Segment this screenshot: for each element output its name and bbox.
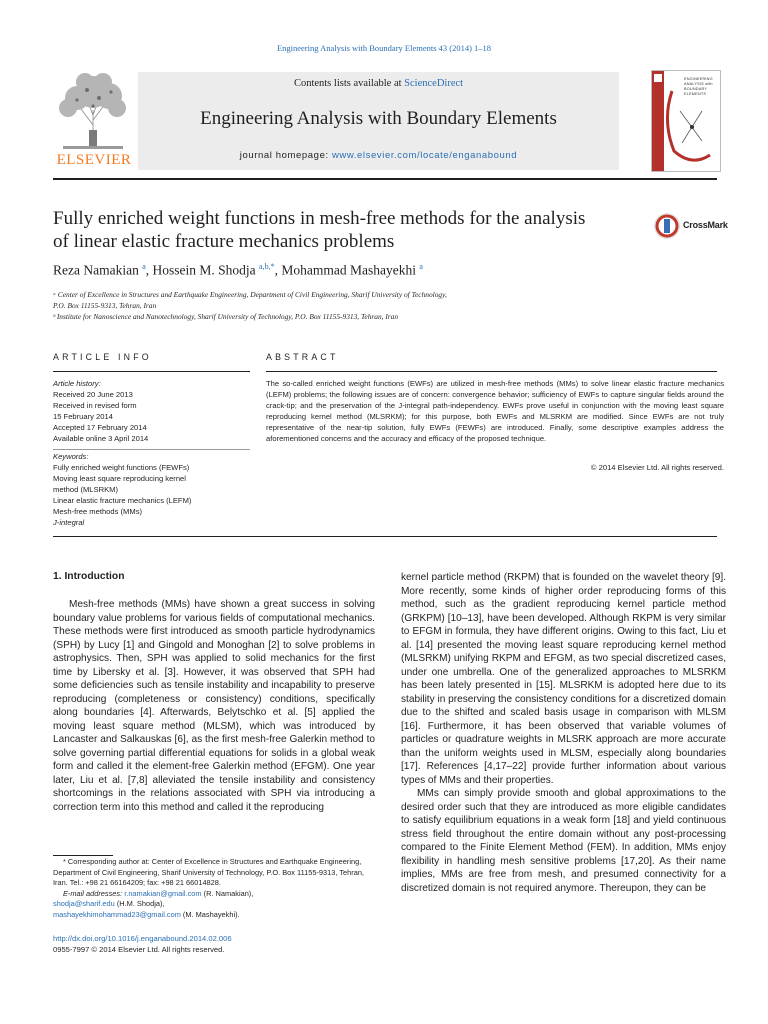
keywords xyxy=(53,451,253,528)
affiliation-b: ᵇ Institute for Nanoscience and Nanotechnology, Sharif University of Technology, P.O. Box 11155-9313, Tehran, Iran xyxy=(53,312,399,321)
doi-block xyxy=(53,933,375,955)
elsevier-wordmark: ELSEVIER xyxy=(56,152,132,168)
author-affil-marker[interactable]: a xyxy=(419,262,423,271)
abstract-copyright: © 2014 Elsevier Ltd. All rights reserved. xyxy=(590,463,724,472)
abstract-heading: ABSTRACT xyxy=(266,352,339,362)
paper-title-line-2: of linear elastic fracture mechanics problems xyxy=(53,231,395,252)
running-head[interactable]: Engineering Analysis with Boundary Elements 43 (2014) 1–18 xyxy=(276,43,492,53)
keyword: Mesh-free methods (MMs) xyxy=(53,507,143,516)
author-affil-marker[interactable]: a xyxy=(142,262,146,271)
cover-title: ENGINEERING ANALYSIS with BOUNDARY ELEMENTS xyxy=(684,77,713,96)
body-paragraph: kernel particle method (RKPM) that is founded on the wavelet theory [9]. More recently, some kinds of higher order reproducing forms of this method, such as the gradient reproducing kernel particle method (GRKPM) [10–13], have been developed. Although RKPM is very similar to EFGM in formula, they have different origins. Owing to this fact, Liu et al. [14] presented the moving least square reproducing kernel method (MLSRKM) unifying RKPM and EFGM, as two special discretized cases, under one umbrella. One of the generalized approaches to MLSRKM has been lately presented in [15]. MLSRKM is adopted here due to its stability in preserving the consistency conditions for a discretized domain due to the shifted and scaled basis usage in comparison with MLSM [16]. Furthermore, it has been observed that variable volumes of particles or quadrature weights in MLSRK approach are more accurate than the uniform weights used in MLSM, especially along boundaries [17]. References [4,17–22] provide further information about various types of MMs and their properties. xyxy=(401,572,726,786)
history-line: Available online 3 April 2014 xyxy=(53,434,149,443)
email-link[interactable]: mashayekhimohammad23@gmail.com xyxy=(53,909,181,919)
email-link[interactable]: r.namakian@gmail.com xyxy=(124,888,202,898)
doi-link[interactable]: http://dx.doi.org/10.1016/j.enganabound.2014.02.006 xyxy=(53,934,232,943)
email-owner: (H.M. Shodja), xyxy=(116,899,165,909)
keywords-label: Keywords: xyxy=(53,452,89,461)
paper-title-line-1: Fully enriched weight functions in mesh-free methods for the analysis xyxy=(53,208,586,229)
body-column-left xyxy=(53,598,375,814)
journal-homepage xyxy=(138,150,619,161)
article-info-rule xyxy=(53,371,250,372)
keyword: method (MLSRKM) xyxy=(53,485,118,494)
abstract-body: The so-called enriched weight functions (EWFs) are utilized in mesh-free methods (MMs) to solve linear elastic fracture mechanics (LEFM) problems; the following issues are of concern: convergence behavior; sufficiency of EWFs to capture singular fields around the crack-tip; and the preservation of the J-integral path-independency. EWFs prove useful in conjunction with the moving least square reproducing kernel method (MLSRKM); for this purpose, both EWFs and MLSRKM are modified. Since EWFs are not truly representative of the near-tip solution, fully EWFs (FEWFs) are introduced. Finally, some descriptive examples address the aforementioned concerns and the accuracy and efficacy of the proposed technique. xyxy=(266,379,724,443)
crossmark-label: CrossMark xyxy=(683,220,728,230)
corresponding-author-text: * Corresponding author at: Center of Excellence in Structures and Earthquake Engineering, Department of Civil Engineering, Sharif University of Technology, P.O. Box 11155-9313, Tehran, Iran. Tel.: +98 21 66164209; fax: +98 21 66014828. xyxy=(53,857,364,888)
body-paragraph: Mesh-free methods (MMs) have shown a great success in solving boundary value problems for various fields of computational mechanics. These methods were first introduced as smooth particle hydrodynamics (SPH) by Lucy [1] and Gingold and Monoghan [2] to solve problems in astrophysics. Then, SPH was applied to solid mechanics for the first time by Libersky et al. [3]. However, it was observed that SPH had some deficiencies such as tensile instability and incapability to preserve reproducing (completeness or consistency) conditions, specifically along boundaries [4]. Afterwards, Belytschko et al. [5] applied the moving least square method (MLSM), which was introduced by Lancaster and Salkauskas [6], as the first mesh-free Galerkin method to solve governing partial differential equations for solids in a global weak form and called it the element-free Galerkin method (EFGM). One year later, Liu et al. [7,8] alleviated the tensile instability and consistency shortcomings in the relations associated with SPH via introducing a correction term into this method and called it the reproducing xyxy=(53,599,375,813)
history-line: 15 February 2014 xyxy=(53,412,113,421)
journal-title: Engineering Analysis with Boundary Elements xyxy=(200,108,557,129)
author-name: Reza Namakian xyxy=(53,262,139,278)
section-heading-introduction: 1. Introduction xyxy=(53,571,125,582)
issn-copyright: 0955-7997 © 2014 Elsevier Ltd. All rights reserved. xyxy=(53,945,225,954)
author-name: Mohammad Mashayekhi xyxy=(281,262,416,278)
article-history xyxy=(53,378,253,444)
corresponding-author-footnote xyxy=(53,857,375,921)
crossmark-badge[interactable] xyxy=(653,211,733,241)
keyword: J-integral xyxy=(53,518,85,527)
author-name: Hossein M. Shodja xyxy=(152,262,256,278)
history-line: Accepted 17 February 2014 xyxy=(53,423,147,432)
journal-masthead xyxy=(53,70,717,172)
history-line: Received in revised form xyxy=(53,401,137,410)
paper-title xyxy=(53,207,633,253)
front-matter-bottom-rule xyxy=(53,536,717,537)
crossmark-icon xyxy=(653,211,681,241)
article-info-heading: ARTICLE INFO xyxy=(53,352,152,362)
email-line xyxy=(53,889,375,900)
author-list: Reza Namakian $^a$, Hossein M. Shodja $^{a,b,*}$, Mohammad Mashayekhi $^a$ xyxy=(53,262,423,278)
sciencedirect-link[interactable]: ScienceDirect xyxy=(404,78,464,89)
body-paragraph: MMs can simply provide smooth and global approximations to the desired order such that they are introduced as more eligible candidates to satisfy equilibrium equations in a weak form [18] and yield continuous stress field throughout the entire domain without any post-processing compared to the Finite Element Method (FEM). In addition, MMs enjoy flexibility in handling mesh sensitive problems [17,20]. As their name implies, MMs are free from mesh, and presumed connectivity for a discretized domain is not required anymore. Thereupon, they can be xyxy=(401,788,726,894)
affiliation-a: ᵃ Center of Excellence in Structures and Earthquake Engineering, Department of Civil Engineering, Sharif University of Technology, xyxy=(53,290,447,299)
contents-prefix: Contents lists available at xyxy=(293,78,402,89)
email-line xyxy=(53,910,375,921)
email-line xyxy=(53,899,375,910)
email-link[interactable]: shodja@sharif.edu xyxy=(53,899,115,909)
keyword: Linear elastic fracture mechanics (LEFM) xyxy=(53,496,192,505)
journal-cover-thumbnail[interactable] xyxy=(651,70,721,172)
email-owner: (M. Mashayekhi). xyxy=(182,909,240,919)
author-affil-marker[interactable]: a,b,* xyxy=(259,262,275,271)
email-label: E-mail addresses: xyxy=(63,888,123,898)
abstract-rule xyxy=(266,371,717,372)
history-line: Received 20 June 2013 xyxy=(53,390,133,399)
footnote-rule xyxy=(53,855,113,856)
history-label: Article history: xyxy=(53,379,101,388)
keywords-divider xyxy=(53,449,250,450)
homepage-link[interactable]: www.elsevier.com/locate/enganabound xyxy=(331,150,518,161)
masthead-rule xyxy=(53,178,717,180)
affiliations xyxy=(53,289,673,322)
email-owner: (R. Namakian), xyxy=(203,888,254,898)
body-column-right xyxy=(401,571,726,895)
affiliation-a-address: P.O. Box 11155-9313, Tehran, Iran xyxy=(53,301,157,310)
homepage-label: journal homepage: xyxy=(239,150,329,161)
keyword: Fully enriched weight functions (FEWFs) xyxy=(53,463,190,472)
keyword: Moving least square reproducing kernel xyxy=(53,474,186,483)
contents-line xyxy=(138,78,619,89)
